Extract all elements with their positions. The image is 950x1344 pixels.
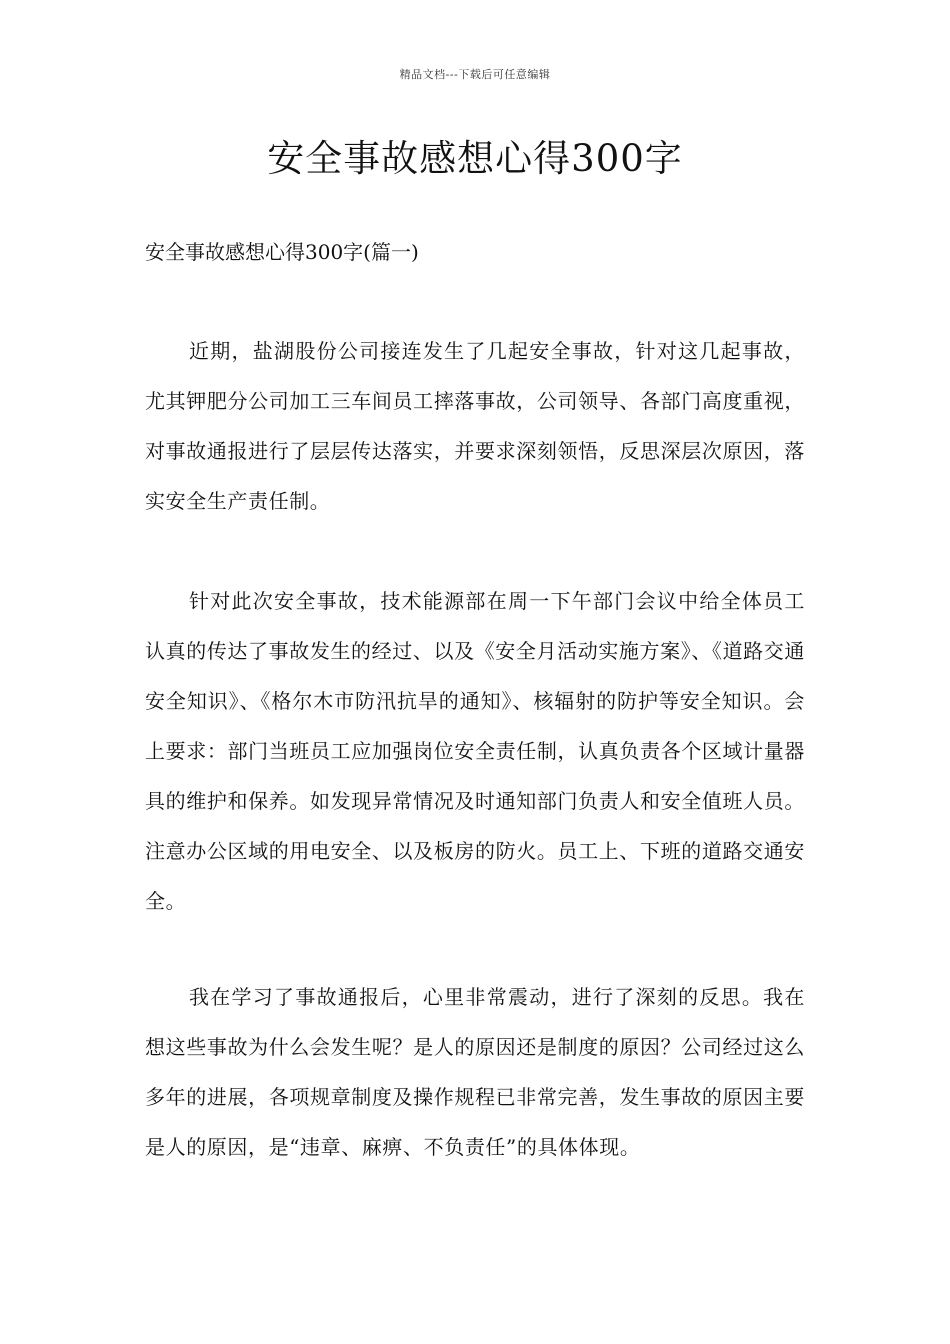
section-subtitle: 安全事故感想心得300字(篇一) [145, 240, 419, 264]
header-note: 精品文档---下载后可任意编辑 [399, 68, 551, 81]
paragraph-1: 近期，盐湖股份公司接连发生了几起安全事故，针对这几起事故，尤其钾肥分公司加工三车间员工摔落事故，公司领导、各部门高度重视，对事故通报进行了层层传达落实，并要求深刻领悟，反思深层次原因，落实安全生产责任制。 [145, 339, 805, 513]
paragraph-3: 我在学习了事故通报后，心里非常震动，进行了深刻的反思。我在想这些事故为什么会发生呢？是人的原因还是制度的原因？公司经过这么多年的进展，各项规章制度及操作规程已非常完善，发生事故的原因主要是人的原因，是“违章、麻痹、不负责任”的具体体现。 [145, 985, 805, 1159]
paragraph-2: 针对此次安全事故，技术能源部在周一下午部门会议中给全体员工认真的传达了事故发生的经过、以及《安全月活动实施方案》、《道路交通安全知识》、《格尔木市防汛抗旱的通知》、核辐射的防护等安全知识。会上要求：部门当班员工应加强岗位安全责任制，认真负责各个区域计量器具的维护和保养。如发现异常情况及时通知部门负责人和安全值班人员。注意办公区域的用电安全、以及板房的防火。员工上、下班的道路交通安全。 [145, 589, 805, 913]
document-title: 安全事故感想心得300字 [267, 137, 683, 180]
